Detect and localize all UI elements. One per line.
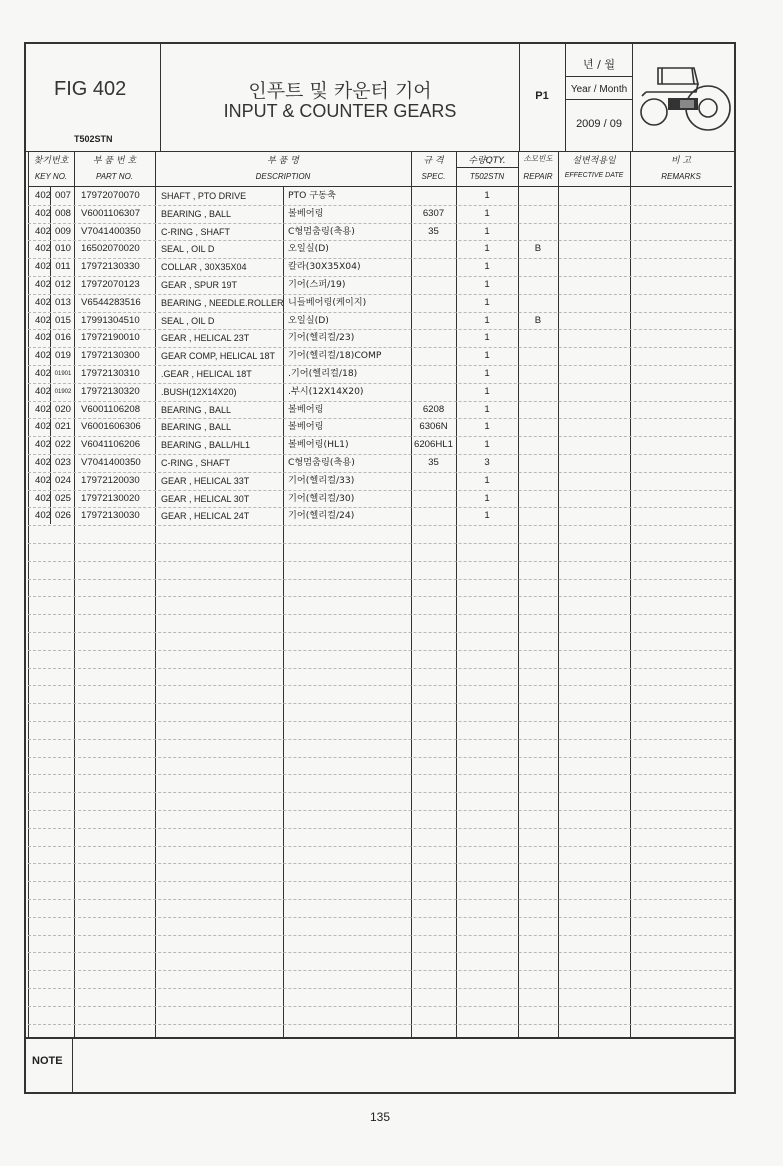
row-rule (28, 490, 732, 491)
key-prefix-cell: 402 (34, 261, 51, 273)
part-number-cell: 17972130300 (81, 350, 140, 362)
key-prefix-cell: 402 (34, 190, 51, 201)
key-number-cell: 013 (54, 296, 71, 308)
row-rule (28, 596, 732, 597)
description-cell: COLLAR , 30X35X04 (161, 262, 247, 273)
quantity-cell: 1 (484, 350, 490, 362)
description-korean-cell: 니들베어링(케이지) (288, 296, 367, 308)
model-label: T502STN (74, 134, 113, 144)
key-number-cell: 019 (54, 350, 71, 362)
row-rule (28, 436, 732, 437)
page-code: P1 (535, 90, 549, 102)
table-row (28, 436, 733, 454)
description-cell: GEAR , HELICAL 24T (161, 511, 250, 522)
spec-cell: 6208 (422, 403, 445, 415)
row-rule (28, 507, 732, 508)
col-header-remarks-ko: 비 고 (670, 156, 692, 166)
header-vline (632, 42, 633, 152)
key-number-cell: 01901 (54, 371, 72, 377)
part-number-cell: 17972120030 (81, 474, 140, 486)
table-row (28, 312, 733, 330)
part-number-cell: V6041106206 (81, 439, 141, 451)
col-header-part-ko: 부 품 번 호 (92, 156, 137, 166)
row-rule (28, 846, 732, 847)
note-vline (72, 1038, 73, 1092)
key-number-cell: 024 (54, 474, 71, 486)
part-number-cell: V6001106307 (81, 207, 141, 219)
year-month-label-ko: 년 / 월 (583, 58, 615, 71)
row-rule (28, 614, 732, 615)
table-row (28, 187, 733, 205)
description-korean-cell: 오일실(D) (288, 243, 329, 255)
part-number-cell: V7041400350 (81, 225, 141, 237)
table-row (28, 258, 733, 276)
table-row (28, 507, 733, 525)
quantity-cell: 1 (484, 314, 490, 326)
quantity-cell: 1 (484, 439, 490, 451)
part-number-cell: 16502070020 (81, 243, 140, 255)
key-number-cell: 010 (54, 243, 71, 255)
page-title: INPUT & COUNTER GEARS (223, 101, 457, 121)
quantity-cell: 1 (484, 368, 490, 379)
row-rule (28, 418, 732, 419)
part-number-cell: V6544283516 (81, 296, 141, 308)
row-rule (28, 935, 732, 936)
quantity-cell: 1 (484, 403, 490, 415)
row-rule (28, 703, 732, 704)
key-number-cell: 025 (54, 492, 71, 504)
row-rule (28, 632, 732, 633)
key-number-cell: 008 (54, 207, 71, 219)
key-number-cell: 012 (54, 279, 71, 290)
table-row (28, 276, 733, 294)
description-cell: C-RING , SHAFT (161, 458, 230, 468)
description-cell: GEAR , SPUR 19T (161, 280, 238, 290)
table-row (28, 329, 733, 347)
col-header-key-ko: 찾기번호 (33, 156, 69, 166)
description-cell: SEAL , OIL D (161, 244, 215, 255)
row-rule (28, 810, 732, 811)
key-prefix-cell: 402 (34, 225, 51, 237)
row-rule (28, 454, 732, 455)
table-row (28, 454, 733, 472)
row-rule (28, 970, 732, 971)
table-row (28, 418, 733, 436)
note-label: NOTE (32, 1055, 63, 1067)
description-korean-cell: 기어(헬리컬/33) (288, 474, 355, 486)
col-header-remarks: REMARKS (661, 172, 701, 181)
description-cell: C-RING , SHAFT (161, 226, 230, 237)
description-cell: BEARING , BALL (161, 208, 232, 219)
description-cell: .GEAR , HELICAL 18T (161, 369, 252, 379)
description-cell: GEAR , HELICAL 30T (161, 493, 250, 504)
row-rule (28, 205, 732, 206)
quantity-cell: 1 (484, 207, 490, 219)
quantity-cell: 1 (484, 243, 490, 255)
row-rule (28, 579, 732, 580)
row-rule (28, 881, 732, 882)
description-cell: GEAR COMP, HELICAL 18T (161, 351, 276, 362)
row-rule (28, 685, 732, 686)
row-rule (28, 525, 732, 526)
part-number-cell: V7041400350 (81, 457, 141, 468)
key-number-cell: 01902 (54, 388, 72, 395)
description-korean-cell: 기어(헬리컬/30) (288, 492, 355, 504)
year-month-label: Year / Month (570, 84, 628, 95)
fig-label: FIG 402 (54, 78, 127, 100)
description-cell: BEARING , BALL (161, 422, 232, 433)
header-hline (565, 76, 632, 77)
header-hline (565, 99, 632, 100)
col-header-desc: DESCRIPTION (255, 172, 311, 181)
quantity-cell: 1 (484, 492, 490, 504)
key-number-cell: 020 (54, 403, 71, 415)
key-number-cell: 015 (54, 314, 71, 326)
key-prefix-cell: 402 (34, 296, 51, 308)
description-korean-cell: .부시(12X14X20) (288, 385, 364, 397)
part-number-cell: V6001606306 (81, 421, 141, 433)
part-number-cell: 17972070070 (81, 190, 140, 201)
table-row (28, 205, 733, 223)
table-row (28, 472, 733, 490)
row-rule (28, 329, 732, 330)
row-rule (28, 650, 732, 651)
key-prefix-cell: 402 (34, 279, 51, 290)
description-korean-cell: PTO 구동축 (288, 190, 336, 201)
key-prefix-cell: 402 (34, 385, 51, 397)
row-rule (28, 383, 732, 384)
description-korean-cell: 볼베어링 (288, 403, 324, 415)
quantity-cell: 1 (484, 332, 490, 344)
row-rule (28, 828, 732, 829)
note-divider (24, 1037, 736, 1039)
row-rule (28, 757, 732, 758)
row-rule (28, 988, 732, 989)
part-number-cell: 17972070123 (81, 279, 140, 290)
row-rule (28, 792, 732, 793)
part-number-cell: 17972130320 (81, 385, 140, 397)
col-header-desc-ko: 부 품 명 (267, 156, 299, 166)
col-header-eff: EFFECTIVE DATE (564, 172, 624, 179)
description-korean-cell: C형멈춤링(축용) (288, 225, 355, 237)
row-rule (28, 1006, 732, 1007)
description-korean-cell: 볼베어링 (288, 207, 324, 219)
table-row (28, 223, 733, 241)
row-rule (28, 561, 732, 562)
key-number-cell: 022 (54, 439, 71, 451)
row-rule (28, 401, 732, 402)
key-prefix-cell: 402 (34, 314, 51, 326)
row-rule (28, 543, 732, 544)
col-header-part: PART NO. (95, 172, 134, 181)
description-korean-cell: 기어(헬리컬/18)COMP (288, 350, 382, 362)
quantity-cell: 1 (484, 261, 490, 273)
part-number-cell: 17972130330 (81, 261, 140, 273)
table-row (28, 383, 733, 401)
quantity-cell: 1 (484, 474, 490, 486)
page-title-korean: 인푸트 및 카운터 기어 (248, 80, 432, 102)
row-rule (28, 276, 732, 277)
row-rule (28, 347, 732, 348)
col-header-repair: REPAIR (523, 172, 553, 181)
key-number-cell: 016 (54, 332, 71, 344)
row-rule (28, 258, 732, 259)
quantity-cell: 1 (484, 385, 490, 397)
spec-cell: 35 (428, 225, 439, 237)
table-row (28, 240, 733, 258)
row-rule (28, 863, 732, 864)
key-prefix-cell: 402 (34, 350, 51, 362)
description-cell: GEAR , HELICAL 23T (161, 333, 250, 344)
key-prefix-cell: 402 (34, 474, 51, 486)
key-prefix-cell: 402 (34, 243, 51, 255)
spec-cell: 6306N (419, 421, 448, 433)
page-number: 135 (369, 1110, 391, 1124)
key-prefix-cell: 402 (34, 492, 51, 504)
row-rule (28, 240, 732, 241)
col-header-key: KEY NO. (34, 172, 68, 181)
description-korean-cell: 볼베어링(HL1) (288, 439, 349, 451)
row-rule (28, 472, 732, 473)
table-row (28, 401, 733, 419)
key-prefix-cell: 402 (34, 457, 51, 468)
key-number-cell: 026 (54, 510, 71, 522)
row-rule (28, 668, 732, 669)
repair-cell: B (534, 314, 542, 326)
row-rule (28, 739, 732, 740)
description-cell: GEAR , HELICAL 33T (161, 475, 250, 486)
key-number-cell: 007 (54, 190, 71, 201)
spec-cell: 6307 (422, 207, 445, 219)
row-rule (28, 365, 732, 366)
row-rule (28, 917, 732, 918)
key-prefix-cell: 402 (34, 207, 51, 219)
key-prefix-cell: 402 (34, 403, 51, 415)
col-header-eff-ko: 설변적용일 (572, 156, 616, 166)
part-number-cell: 17972190010 (81, 332, 140, 344)
row-rule (28, 899, 732, 900)
row-rule (28, 294, 732, 295)
description-korean-cell: 기어(스퍼/19) (288, 279, 346, 290)
row-rule (28, 312, 732, 313)
col-header-spec-ko: 규 격 (423, 156, 444, 166)
spec-cell: 6206HL1 (414, 439, 453, 451)
description-cell: BEARING , BALL/HL1 (161, 440, 251, 451)
key-number-cell: 023 (54, 457, 71, 468)
part-number-cell: 17972130020 (81, 492, 140, 504)
part-number-cell: 17991304510 (81, 314, 140, 326)
description-korean-cell: 기어(헬리컬/23) (288, 332, 355, 344)
description-korean-cell: 볼베어링 (288, 421, 324, 433)
key-number-cell: 009 (54, 225, 71, 237)
key-prefix-cell: 402 (34, 510, 51, 522)
part-number-cell: V6001106208 (81, 403, 141, 415)
quantity-cell: 1 (484, 510, 490, 522)
row-rule (28, 952, 732, 953)
repair-cell: B (534, 243, 542, 255)
description-cell: SEAL , OIL D (161, 315, 215, 326)
description-cell: .BUSH(12X14X20) (161, 386, 237, 397)
key-prefix-cell: 402 (34, 332, 51, 344)
key-prefix-cell: 402 (34, 421, 51, 433)
description-cell: SHAFT , PTO DRIVE (161, 191, 247, 201)
key-number-cell: 011 (55, 261, 71, 273)
row-rule (28, 1024, 732, 1025)
quantity-cell: 1 (484, 225, 490, 237)
year-month-value: 2009 / 09 (576, 118, 622, 130)
quantity-cell: 1 (484, 296, 490, 308)
row-rule (28, 223, 732, 224)
table-row (28, 347, 733, 365)
description-korean-cell: 기어(헬리컬/24) (288, 510, 355, 522)
spec-cell: 35 (428, 457, 439, 468)
key-prefix-cell: 402 (34, 368, 51, 379)
quantity-cell: 1 (484, 421, 490, 433)
col-header-spec: SPEC. (421, 172, 446, 181)
row-rule (28, 721, 732, 722)
key-number-cell: 021 (54, 421, 71, 433)
part-number-cell: 17972130310 (81, 368, 140, 379)
col-header-repair-ko: 소모빈도 (523, 154, 553, 163)
description-korean-cell: C형멈춤링(축용) (288, 457, 355, 468)
description-cell: BEARING , NEEDLE.ROLLER (161, 297, 284, 308)
qty-header-underline (456, 167, 518, 168)
part-number-cell: 17972130030 (81, 510, 140, 522)
col-header-qty: T502STN (469, 172, 505, 181)
tractor-icon (636, 62, 732, 140)
quantity-cell: 1 (484, 190, 490, 201)
key-prefix-cell: 402 (34, 439, 51, 451)
row-rule (28, 774, 732, 775)
table-row (28, 490, 733, 508)
table-row (28, 365, 733, 383)
col-header-qty-ko: 수량QTY. (468, 156, 506, 166)
description-korean-cell: .기어(헬리컬/18) (288, 368, 358, 379)
quantity-cell: 1 (484, 279, 490, 290)
description-korean-cell: 오일실(D) (288, 314, 329, 326)
quantity-cell: 3 (484, 457, 490, 468)
table-row (28, 294, 733, 312)
description-cell: BEARING , BALL (161, 404, 232, 415)
description-korean-cell: 칼라(30X35X04) (288, 261, 361, 273)
